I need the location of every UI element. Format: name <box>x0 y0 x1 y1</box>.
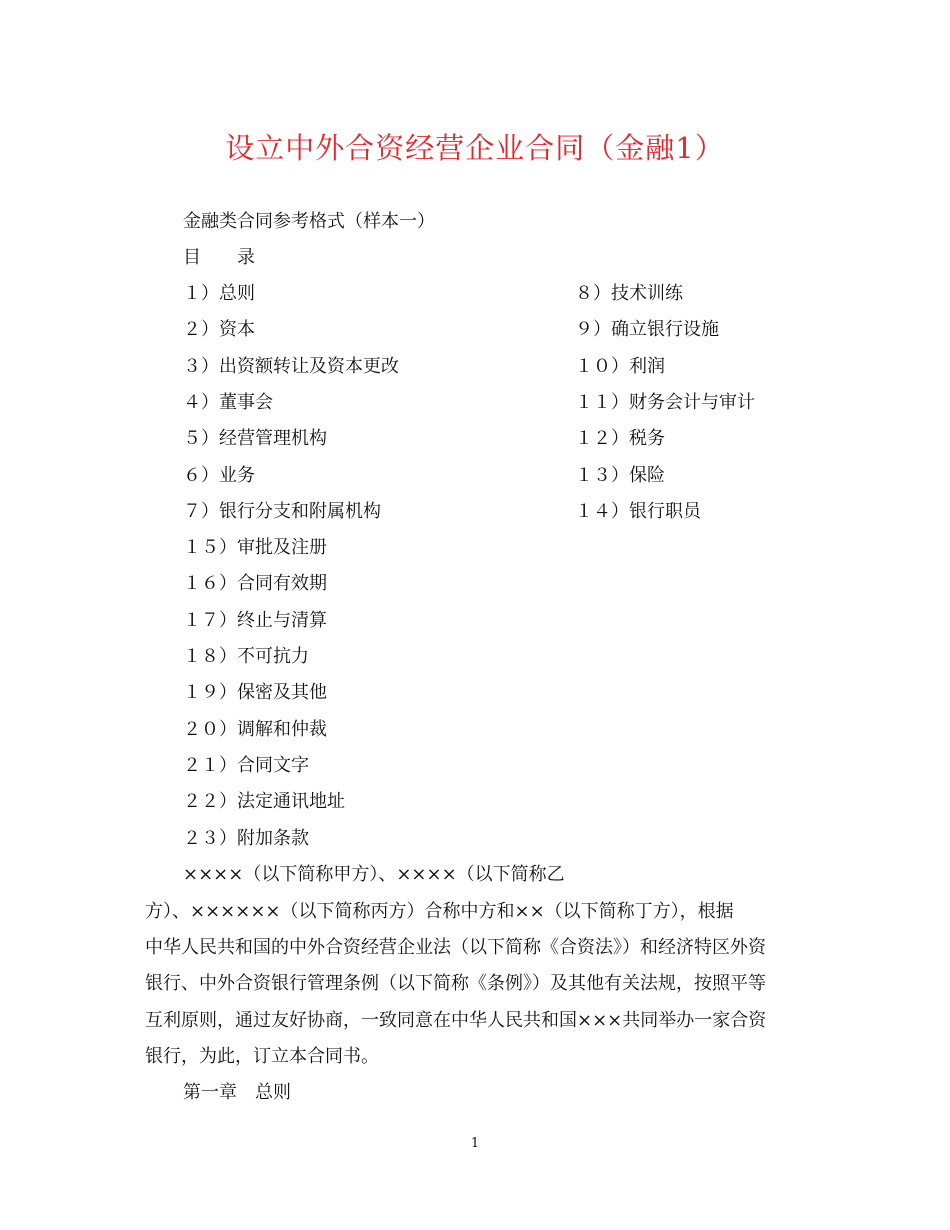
toc-item: ３）出资额转让及资本更改 <box>183 356 399 377</box>
toc-item: １０）利润 <box>575 356 665 377</box>
toc-item: １５）审批及注册 <box>183 537 327 558</box>
toc-item: １）总则 <box>183 283 255 304</box>
document-title: 设立中外合资经营企业合同（金融1） <box>225 131 725 165</box>
toc-item: １１）财务会计与审计 <box>575 392 755 413</box>
toc-item: １７）终止与清算 <box>183 610 327 631</box>
intro-line: 互利原则，通过友好协商，一致同意在中华人民共和国×××共同举办一家合资 <box>145 1010 767 1031</box>
intro-line: ××××（以下简称甲方）、××××（以下简称乙 <box>183 864 565 885</box>
toc-item: １８）不可抗力 <box>183 646 309 667</box>
toc-item: ２２）法定通讯地址 <box>183 791 345 812</box>
toc-item: ２３）附加条款 <box>183 828 309 849</box>
toc-item: ４）董事会 <box>183 392 273 413</box>
toc-item: １６）合同有效期 <box>183 573 327 594</box>
intro-line: 中华人民共和国的中外合资经营企业法（以下简称《合资法》）和经济特区外资 <box>145 937 766 958</box>
toc-item: １３）保险 <box>575 465 665 486</box>
toc-item: ５）经营管理机构 <box>183 428 327 449</box>
document-subtitle: 金融类合同参考格式（样本一） <box>183 211 435 232</box>
toc-item: ２０）调解和仲裁 <box>183 719 327 740</box>
toc-heading: 目 录 <box>183 247 255 268</box>
toc-item: ７）银行分支和附属机构 <box>183 501 381 522</box>
page-number: 1 <box>470 1136 480 1151</box>
toc-item: １９）保密及其他 <box>183 682 327 703</box>
intro-line: 方）、××××××（以下简称丙方）合称中方和××（以下简称丁方），根据 <box>145 901 734 922</box>
toc-item: ８）技术训练 <box>575 283 683 304</box>
toc-item: ２）资本 <box>183 319 255 340</box>
toc-item: ９）确立银行设施 <box>575 319 719 340</box>
intro-line: 银行，为此，订立本合同书。 <box>145 1046 379 1067</box>
toc-item: ２１）合同文字 <box>183 755 309 776</box>
toc-item: １４）银行职员 <box>575 501 701 522</box>
chapter-heading: 第一章 总则 <box>183 1082 291 1103</box>
toc-item: １２）税务 <box>575 428 665 449</box>
intro-line: 银行、中外合资银行管理条例（以下简称《条例》）及其他有关法规，按照平等 <box>145 973 766 994</box>
toc-item: ６）业务 <box>183 465 255 486</box>
